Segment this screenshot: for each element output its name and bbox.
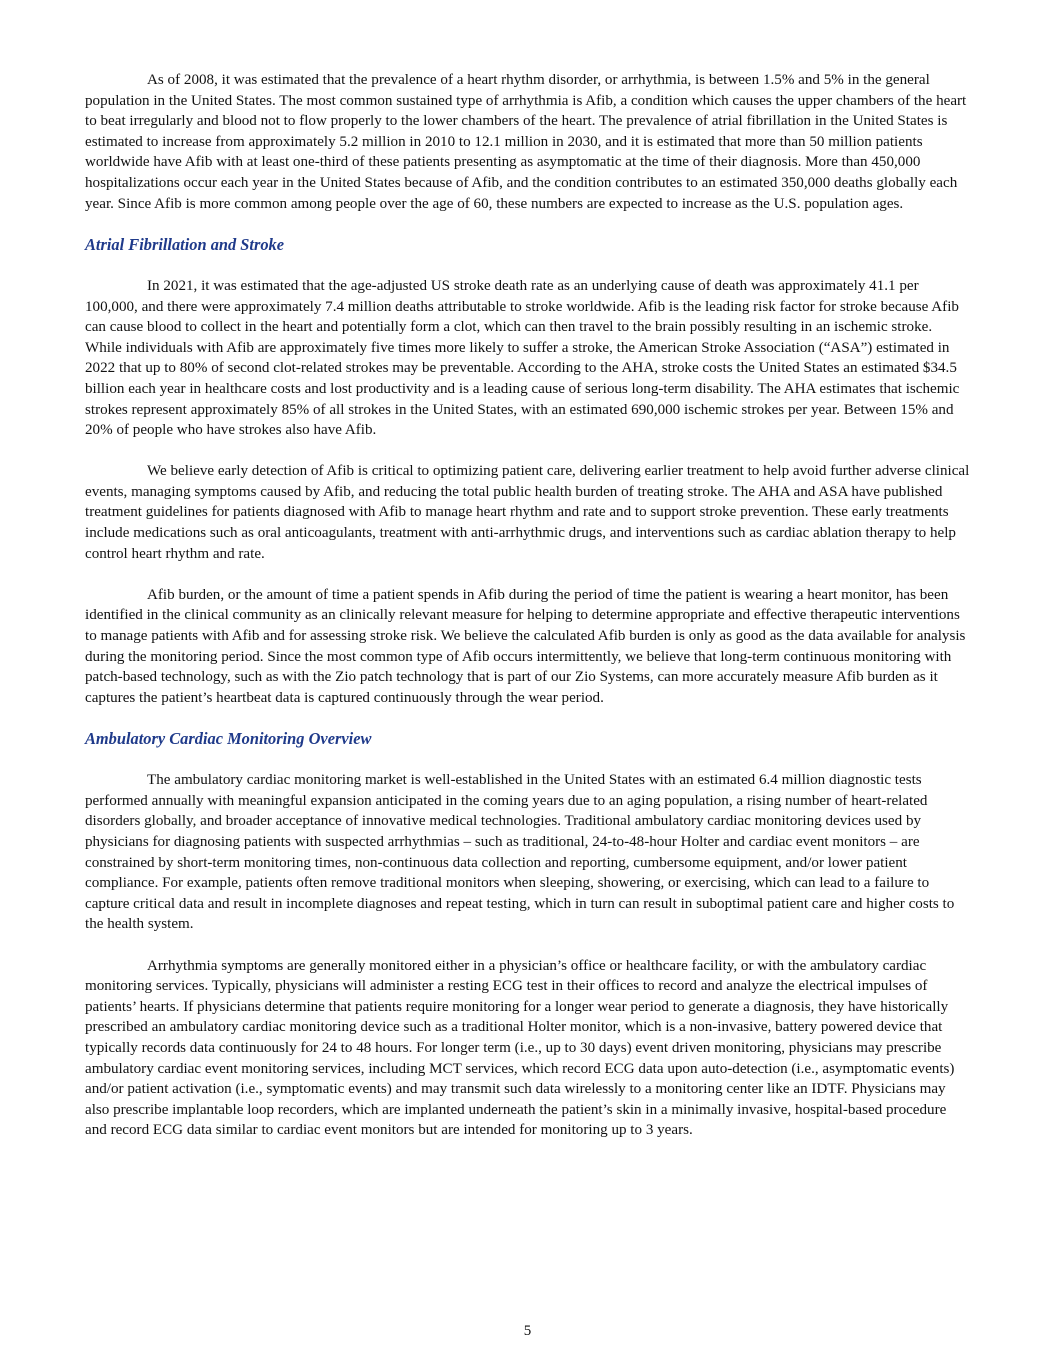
section-heading-atrial-fibrillation-stroke: Atrial Fibrillation and Stroke [85, 234, 285, 254]
page-number: 5 [523, 1323, 532, 1339]
paragraph-early-detection: We believe early detection of Afib is critical to optimizing patient care, delivering earlier treatment to help avoid further adverse clinical events, managing symptoms caused by Afib, and reducing the total public health burden of treating stroke. The AHA and ASA have published treatment guidelines for patients diagnosed with Afib to manage heart rhythm and rate and to support stroke prevention. These early treatments include medications such as oral anticoagulants, treatment with anti-arrhythmic drugs, and interventions such as cardiac ablation therapy to help control heart rhythm and rate. [85, 463, 970, 562]
paragraph-afib-burden: Afib burden, or the amount of time a patient spends in Afib during the period of time the patient is wearing a heart monitor, has been identified in the clinical community as an clinically relevant measure for helping to determine appropriate and effective therapeutic interventions to manage patients with Afib and for assessing stroke risk. We believe the calculated Afib burden is only as good as the data available for analysis during the monitoring period. Since the most common type of Afib occurs intermittently, we believe that long-term continuous monitoring with patch-based technology, such as with the Zio patch technology that is part of our Zio Systems, can more accurately measure Afib burden as it captures the patient’s heartbeat data is captured continuously through the wear period. [85, 586, 966, 706]
document-page [85, 70, 971, 1161]
paragraph-stroke-statistics: In 2021, it was estimated that the age-adjusted US stroke death rate as an underlying cause of death was approximately 41.1 per 100,000, and there were approximately 7.4 million deaths attributable to stroke worldwide. Afib is the leading risk factor for stroke because Afib can cause blood to collect in the heart and potentially form a clot, which can then travel to the brain possibly resulting in an ischemic stroke. While individuals with Afib are approximately five times more likely to suffer a stroke, the American Stroke Association (“ASA”) estimated in 2022 that up to 80% of second clot-related strokes may be preventable. According to the AHA, stroke costs the United States an estimated $34.5 billion each year in healthcare costs and lost productivity and is a leading cause of serious long-term disability. The AHA estimates that ischemic strokes represent approximately 85% of all strokes in the United States, with an estimated 690,000 ischemic strokes per year. Between 15% and 20% of people who have strokes also have Afib. [85, 277, 960, 439]
paragraph-monitoring-market: The ambulatory cardiac monitoring market is well-established in the United States with an estimated 6.4 million diagnostic tests performed annually with meaningful expansion anticipated in the coming years due to an aging population, a rising number of heart-related disorders globally, and broader acceptance of innovative medical technologies. Traditional ambulatory cardiac monitoring devices used by physicians for diagnosing patients with suspected arrhythmias – such as traditional, 24-to-48-hour Holter and cardiac event monitors – are constrained by short-term monitoring times, non-continuous data collection and reporting, cumbersome equipment, and/or lower patient compliance. For example, patients often remove traditional monitors when sleeping, showering, or exercising, which can lead to a failure to capture critical data and result in incomplete diagnoses and repeat testing, which in turn can result in suboptimal patient care and higher costs to the health system. [85, 772, 955, 933]
section-heading-ambulatory-monitoring: Ambulatory Cardiac Monitoring Overview [85, 729, 372, 748]
intro-paragraph: As of 2008, it was estimated that the prevalence of a heart rhythm disorder, or arrhythmia, is between 1.5% and 5% in the general population in the United States. The most common sustained type of arrhythmia is Afib, a condition which causes the upper chambers of the heart to beat irregularly and blood not to flow properly to the lower chambers of the heart. The prevalence of atrial fibrillation in the United States is estimated to increase from approximately 5.2 million in 2010 to 12.1 million in 2030, and it is estimated that more than 50 million patients worldwide have Afib with at least one-third of these patients presenting as asymptomatic at the time of their diagnosis. More than 450,000 hospitalizations occur each year in the United States because of Afib, and the condition contributes to an estimated 350,000 deaths globally each year. Since Afib is more common among people over the age of 60, these numbers are expected to increase as the U.S. population ages. [85, 72, 967, 212]
paragraph-arrhythmia-monitoring: Arrhythmia symptoms are generally monitored either in a physician’s office or healthcare facility, or with the ambulatory cardiac monitoring services. Typically, physicians will administer a resting ECG test in their offices to record and analyze the electrical impulses of patients’ hearts. If physicians determine that patients require monitoring for a longer wear period to generate a diagnosis, they have historically prescribed an ambulatory cardiac monitoring device such as a traditional Holter monitor, which is a non-invasive, battery powered device that typically records data continuously for 24 to 48 hours. For longer term (i.e., up to 30 days) event driven monitoring, physicians may prescribe ambulatory cardiac event monitoring services, including MCT services, which record ECG data upon auto-detection (i.e., asymptomatic events) and/or patient activation (i.e., symptomatic events) and may transmit such data wirelessly to a monitoring center like an IDTF. Physicians may also prescribe implantable loop recorders, which are implanted underneath the patient’s skin in a minimally invasive, hospital-based procedure and record ECG data similar to cardiac event monitors but are intended for monitoring up to 3 years. [85, 957, 955, 1139]
